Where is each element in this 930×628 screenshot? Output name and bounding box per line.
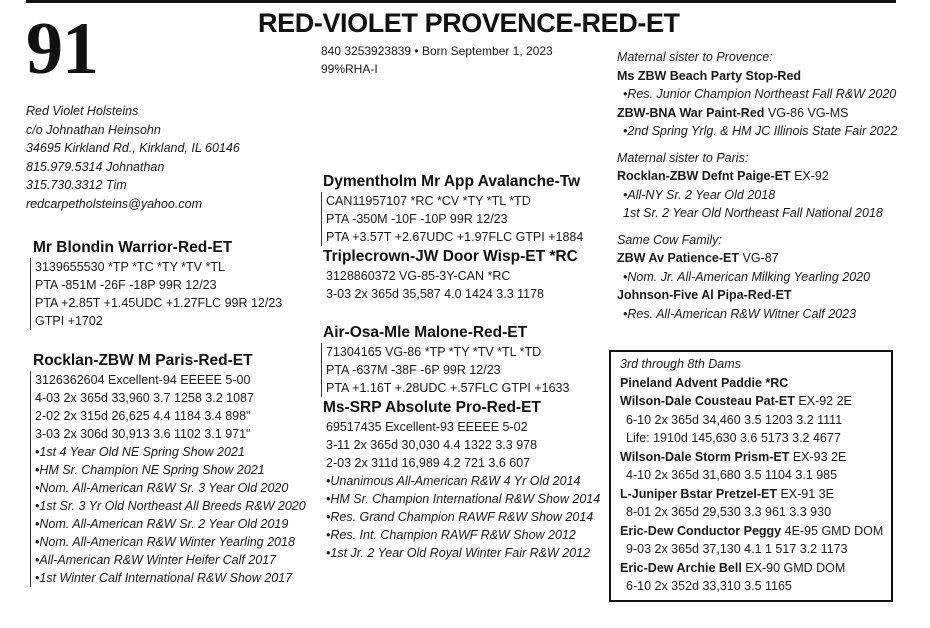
dam-5-score: EX-93 2E <box>789 449 847 464</box>
sire-details <box>30 258 282 330</box>
dam-7 <box>620 522 882 541</box>
dam-honor: •1st Winter Calf International R&W Show 2017 <box>35 571 293 585</box>
dam-5-record: 4-10 2x 365d 31,680 3.5 1104 3.1 985 <box>626 468 838 482</box>
dam-dam-honor: •1st Jr. 2 Year Old Royal Winter Fair R&W 2012 <box>326 546 591 560</box>
dam-dam-line: 2-03 2x 311d 16,989 4.2 721 3.6 607 <box>326 456 531 470</box>
sister-provence-1-honor: •Res. Junior Champion Northeast Fall R&W 2020 <box>623 87 897 101</box>
sister-paris-honor-2: 1st Sr. 2 Year Old Northeast Fall National 2018 <box>623 206 883 220</box>
sister-paris-name: Rocklan-ZBW Defnt Paige-ET <box>617 169 791 183</box>
rha-line: 99%RHA-I <box>321 62 378 76</box>
consignor-name: Red Violet Holsteins <box>26 104 139 118</box>
dam-line: 4-03 2x 365d 33,960 3.7 1258 3.2 1087 <box>35 391 254 405</box>
sire-line: PTA -851M -26F -18P 99R 12/23 <box>35 278 217 292</box>
sire-line: PTA +2.85T +1.45UDC +1.27FLC 99R 12/23 <box>35 296 283 310</box>
dam-sire-line: PTA +1.16T +.28UDC +.57FLC GTPI +1633 <box>326 381 570 395</box>
sire-dam-details <box>323 267 578 303</box>
dam-name: Rocklan-ZBW M Paris-Red-ET <box>33 352 253 369</box>
dam-6-record: 8-01 2x 365d 29,530 3.3 961 3.3 930 <box>626 505 832 519</box>
dam-7-name: Eric-Dew Conductor Peggy <box>620 523 782 538</box>
dam-sire-details <box>321 343 569 397</box>
dam-honor: •Nom. All-American R&W Sr. 2 Year Old 2019 <box>35 517 289 531</box>
sister-provence-2 <box>617 104 897 123</box>
sister-paris-honor-1: •All-NY Sr. 2 Year Old 2018 <box>623 187 776 202</box>
sire-sire-name: Dymentholm Mr App Avalanche-Tw <box>323 173 581 190</box>
dam-dam-honor: •Res. Int. Champion RAWF R&W Show 2012 <box>326 528 576 542</box>
sire-sire-block <box>323 172 583 246</box>
dam-dam-line: 3-11 2x 365d 30,030 4.4 1322 3.3 978 <box>326 438 538 452</box>
dam-dam-honor: •Unanimous All-American R&W 4 Yr Old 2014 <box>326 474 581 488</box>
sire-dam-name: Triplecrown-JW Door Wisp-ET *RC <box>323 248 578 265</box>
sire-dam-line: 3128860372 VG-85-3Y-CAN *RC <box>326 269 511 283</box>
dam-honor: •HM Sr. Champion NE Spring Show 2021 <box>35 463 265 477</box>
dam-8 <box>620 559 882 578</box>
consignor-phone-2: 315.730.3312 Tim <box>26 178 127 192</box>
third-through-eighth-dams-box <box>609 350 893 602</box>
dam-4-name: Wilson-Dale Cousteau Pat-ET <box>620 394 795 408</box>
dam-8-name: Eric-Dew Archie Bell <box>620 560 742 575</box>
dam-4-record: 6-10 2x 365d 34,460 3.5 1203 3.2 1111 <box>626 412 843 427</box>
sister-provence-heading: Maternal sister to Provence: <box>617 50 773 64</box>
consignor-contact <box>26 102 240 213</box>
consignor-care-of: c/o Johnathan Heinsohn <box>26 122 161 137</box>
dam-line: 3-03 2x 306d 30,913 3.6 1102 3.1 971" <box>35 427 251 441</box>
dam-sire-line: 71304165 VG-86 *TP *TY *TV *TL *TD <box>326 345 542 359</box>
sire-sire-line: PTA +3.57T +2.67UDC +1.97FLC GTPI +1884 <box>326 230 584 244</box>
sire-sire-details <box>321 192 583 246</box>
registration-line: 840 3253923839 • Born September 1, 2023 <box>321 44 553 58</box>
dam-honor: •Nom. All-American R&W Winter Yearling 2018 <box>35 535 295 549</box>
dam-dam-line: 69517435 Excellent-93 EEEEE 5-02 <box>326 420 528 434</box>
sire-block <box>33 238 282 330</box>
dam-honor: •All-American R&W Winter Heifer Calf 2017 <box>35 553 277 567</box>
dam-4-score: EX-92 2E <box>794 394 852 408</box>
same-cow-1-score: VG-87 <box>739 251 779 265</box>
dam-line: 2-02 2x 315d 26,625 4.4 1184 3.4 898" <box>35 409 251 423</box>
dam-honor: •Nom. All-American R&W Sr. 3 Year Old 2020 <box>35 481 289 495</box>
sister-provence-2-score: VG-86 VG-MS <box>764 105 849 120</box>
sire-line: 3139655530 *TP *TC *TY *TV *TL <box>35 260 225 274</box>
lot-number: 91 <box>26 8 98 90</box>
sire-sire-line: CAN11957107 *RC *CV *TY *TL *TD <box>326 194 531 208</box>
dam-honor: •1st 4 Year Old NE Spring Show 2021 <box>35 445 245 459</box>
sister-provence-2-name: ZBW-BNA War Paint-Red <box>617 105 765 120</box>
dam-dam-block <box>323 398 600 562</box>
dams-box-heading: 3rd through 8th Dams <box>620 357 741 371</box>
dam-block <box>33 351 306 587</box>
sire-sire-line: PTA -350M -10F -10P 99R 12/23 <box>326 212 508 226</box>
sister-provence-1-name: Ms ZBW Beach Party Stop-Red <box>617 68 802 83</box>
same-cow-2-honor: •Res. All-American R&W Witner Calf 2023 <box>623 306 857 321</box>
dam-6-score: EX-91 3E <box>776 486 834 501</box>
sire-dam-block <box>323 247 578 303</box>
dam-dam-details <box>323 418 600 562</box>
same-cow-1-honor: •Nom. Jr. All-American Milking Yearling 2020 <box>623 269 871 284</box>
same-cow-heading: Same Cow Family: <box>617 232 722 247</box>
dam-dam-name: Ms-SRP Absolute Pro-Red-ET <box>323 399 541 416</box>
sire-dam-line: 3-03 2x 365d 35,587 4.0 1424 3.3 1178 <box>326 287 545 301</box>
registration-info <box>321 42 553 78</box>
sister-provence-2-honor: •2nd Spring Yrlg. & HM JC Illinois State Fair 2022 <box>623 124 898 138</box>
dam-4-lifetime: Life: 1910d 145,630 3.6 5173 3.2 4677 <box>626 431 841 445</box>
dam-honor: •1st Sr. 3 Yr Old Northeast All Breeds R&W 2020 <box>35 499 306 513</box>
dam-dam-honor: •HM Sr. Champion International R&W Show 2014 <box>326 492 601 506</box>
dam-5-name: Wilson-Dale Storm Prism-ET <box>620 449 790 464</box>
dam-line: 3126362604 Excellent-94 EEEEE 5-00 <box>35 373 251 387</box>
dam-sire-block <box>323 323 569 397</box>
top-rule <box>26 0 896 3</box>
dam-5 <box>620 448 882 467</box>
dam-4 <box>620 392 882 411</box>
same-cow-2-name: Johnson-Five Al Pipa-Red-ET <box>617 288 792 302</box>
dam-7-record: 9-03 2x 365d 37,130 4.1 1 517 3.2 1173 <box>626 542 848 556</box>
dam-dam-honor: •Res. Grand Champion RAWF R&W Show 2014 <box>326 510 594 524</box>
sister-paris-heading: Maternal sister to Paris: <box>617 150 749 165</box>
dam-6 <box>620 485 882 504</box>
sister-paris-score: EX-92 <box>790 169 829 183</box>
sire-name: Mr Blondin Warrior-Red-ET <box>33 239 233 256</box>
dam-sire-name: Air-Osa-Mle Malone-Red-ET <box>323 324 528 341</box>
maternal-family-column <box>617 48 897 323</box>
sire-line: GTPI +1702 <box>35 314 103 328</box>
dam-7-score: 4E-95 GMD DOM <box>781 523 884 538</box>
consignor-address: 34695 Kirkland Rd., Kirkland, IL 60146 <box>26 141 240 155</box>
dam-sire-line: PTA -637M -38F -6P 99R 12/23 <box>326 363 501 377</box>
dam-8-score: EX-90 GMD DOM <box>741 560 846 575</box>
same-cow-1-name: ZBW Av Patience-ET <box>617 251 740 265</box>
dam-6-name: L-Juniper Bstar Pretzel-ET <box>620 486 777 501</box>
dam-details <box>30 371 306 587</box>
dam-8-record: 6-10 2x 352d 33,310 3.5 1165 <box>626 579 792 593</box>
page-title: RED-VIOLET PROVENCE-RED-ET <box>258 8 680 38</box>
consignor-email[interactable]: redcarpetholsteins@yahoo.com <box>26 196 202 211</box>
consignor-phone-1: 815.979.5314 Johnathan <box>26 159 165 174</box>
sister-paris <box>617 167 897 186</box>
same-cow-1 <box>617 249 897 268</box>
dam-3-name: Pineland Advent Paddie *RC <box>620 375 789 390</box>
